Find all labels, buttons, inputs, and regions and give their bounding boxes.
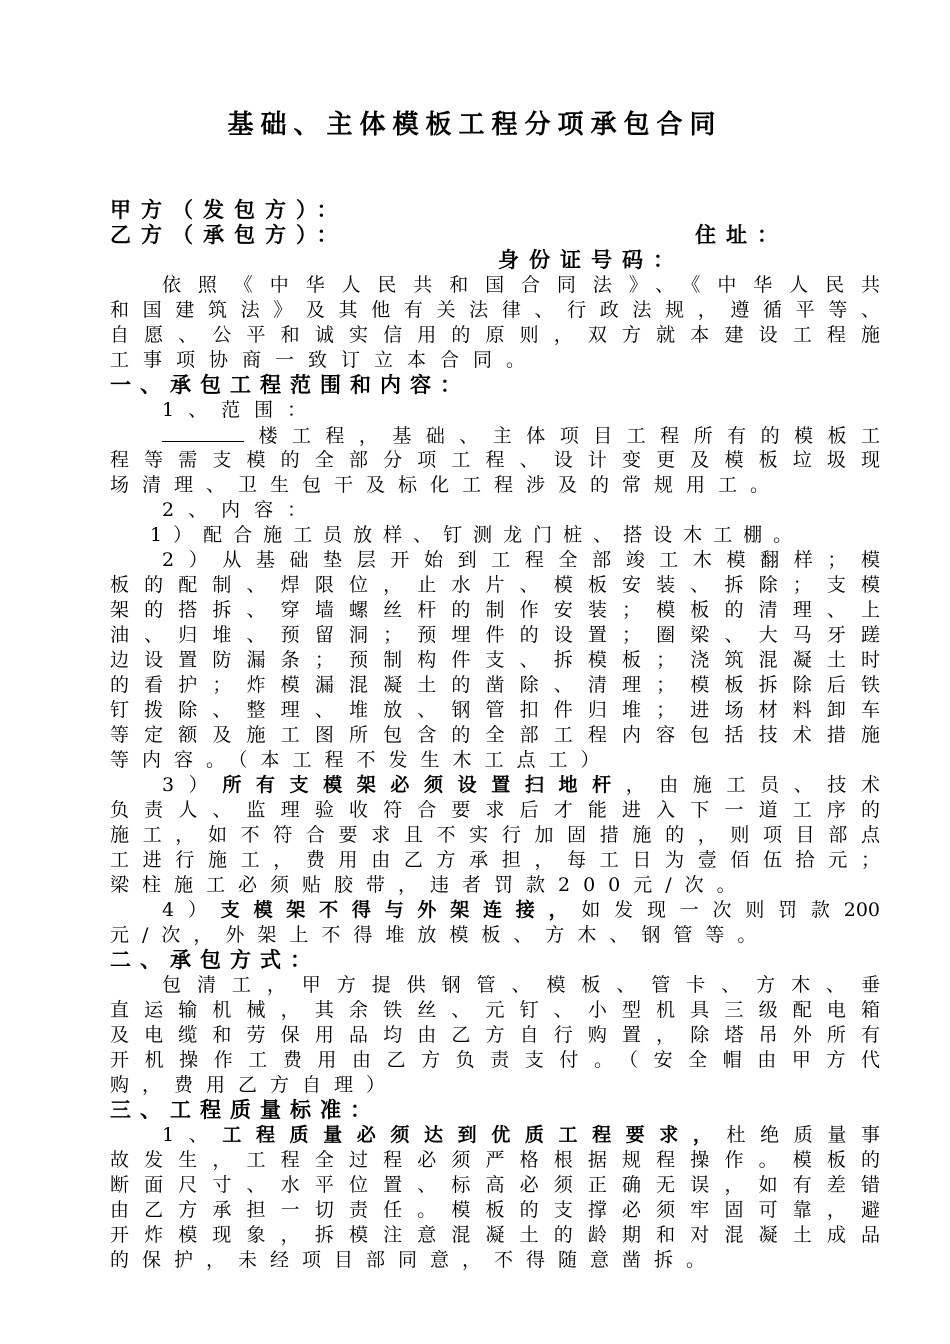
item-4-emphasis: 支模架不得与外架连接，: [220, 899, 582, 921]
contract-body: [110, 198, 880, 1273]
content-item-2-line: 边设置防漏条；预制构件支、拆模板；浇筑混凝土时: [110, 649, 880, 671]
section-2-line: 购，费用乙方自理）: [110, 1074, 399, 1096]
address-label: 住址：: [695, 223, 788, 247]
section-1-heading: 一、承包工程范围和内容：: [110, 373, 470, 397]
intro-line: 依照《中华人民共和国合同法》、《中华人民共: [162, 274, 880, 296]
page-title: 基础、主体模板工程分项承包合同: [227, 110, 723, 140]
id-number-label: 身份证号码：: [498, 248, 684, 272]
section-3-text: 杜绝质量事: [726, 1124, 880, 1146]
section-3-item-number: 1、: [162, 1124, 223, 1146]
scope-line: [110, 423, 880, 448]
section-3-emphasis: 工程质量必须达到优质工程要求，: [222, 1124, 727, 1146]
content-item-3-line: 施工，如不符合要求且不实行加固措施的，则项目部点: [110, 824, 880, 846]
item-4-number: 4）: [162, 899, 221, 921]
scope-line: 场清理、卫生包干及标化工程涉及的常规用工。: [110, 474, 783, 496]
content-item-1: 1）配合施工员放样、钉测龙门桩、搭设木工棚。: [150, 524, 804, 546]
section-2-line: 开机操作工费用由乙方负责支付。（安全帽由甲方代: [110, 1049, 880, 1071]
content-item-3-line: [110, 773, 880, 798]
content-item-2-line: 等定额及施工图所包含的全部工程内容包括技术措施: [110, 724, 880, 746]
scope-label: 1、范围：: [162, 399, 321, 421]
content-item-2-line: 2）从基础垫层开始到工程全部竣工木模翻样；模: [162, 549, 880, 571]
section-2-line: 及电缆和劳保用品均由乙方自行购置，除塔吊外所有: [110, 1024, 880, 1046]
content-item-3-line: 工进行施工，费用由乙方承担，每工日为壹佰伍拾元；: [110, 849, 880, 871]
section-3-line: [110, 1123, 880, 1148]
section-2-heading: 二、承包方式：: [110, 948, 320, 972]
party-a-label: 甲方（发包方）：: [110, 198, 348, 222]
section-3-line: 的保护，未经项目部同意，不得随意凿拆。: [110, 1249, 719, 1271]
content-label: 2、内容：: [162, 499, 321, 521]
content-item-2-line: 等内容。（本工程不发生木工点工）: [110, 749, 613, 771]
content-item-2-line: 架的搭拆、穿墙螺丝杆的制作安装；模板的清理、上: [110, 599, 880, 621]
intro-line: 自愿、公平和诚实信用的原则，双方就本建设工程施: [110, 324, 880, 346]
section-2-line: 直运输机械，其余铁丝、元钉、小型机具三级配电箱: [110, 999, 880, 1021]
party-b-label: 乙方（承包方）：: [110, 223, 348, 247]
content-item-4-line: 元/次，外架上不得堆放模板、方木、钢管等。: [110, 924, 770, 946]
item-3-number: 3）: [162, 774, 223, 796]
scope-text: 楼工程，基础、主体项目工程所有的模板工: [244, 425, 880, 447]
project-name-blank: [162, 423, 244, 442]
intro-line: 工事项协商一致订立本合同。: [110, 349, 540, 371]
section-3-line: 开炸模现象，拆模注意混凝土的龄期和对混凝土成品: [110, 1224, 880, 1246]
section-3-heading: 三、工程质量标准：: [110, 1098, 380, 1122]
scope-line: 程等需支模的全部分项工程、设计变更及模板垃圾现: [110, 449, 880, 471]
section-2-line: 包清工，甲方提供钢管、模板、管卡、方木、垂: [162, 974, 880, 996]
intro-line: 和国建筑法》及其他有关法律、行政法规，遵循平等、: [110, 299, 880, 321]
content-item-3-line: 梁柱施工必须贴胶带，违者罚款200元/次。: [110, 874, 749, 896]
item-3-text: ，由施工员、技术: [625, 774, 880, 796]
section-3-line: 由乙方承担一切责任。模板的支撑必须牢固可靠，避: [110, 1199, 880, 1221]
content-item-3-line: 负责人、监理验收符合要求后才能进入下一道工序的: [110, 799, 880, 821]
item-4-text: 如发现一次则罚款200: [581, 899, 880, 921]
item-3-emphasis: 所有支模架必须设置扫地杆: [222, 774, 626, 796]
party-b-line: [110, 223, 880, 248]
content-item-4-line: [110, 898, 880, 923]
section-3-line: 故发生，工程全过程必须严格根据规程操作。模板的: [110, 1149, 880, 1171]
section-3-line: 断面尺寸、水平位置、标高必须正确无误，如有差错: [110, 1174, 880, 1196]
content-item-2-line: 的看护；炸模漏混凝土的凿除、清理；模板拆除后铁: [110, 674, 880, 696]
content-item-2-line: 钉拨除、整理、堆放、钢管扣件归堆；进场材料卸车: [110, 699, 880, 721]
content-item-2-line: 油、归堆、预留洞；预埋件的设置；圈梁、大马牙蹉: [110, 624, 880, 646]
content-item-2-line: 板的配制、焊限位，止水片、模板安装、拆除；支模: [110, 574, 880, 596]
